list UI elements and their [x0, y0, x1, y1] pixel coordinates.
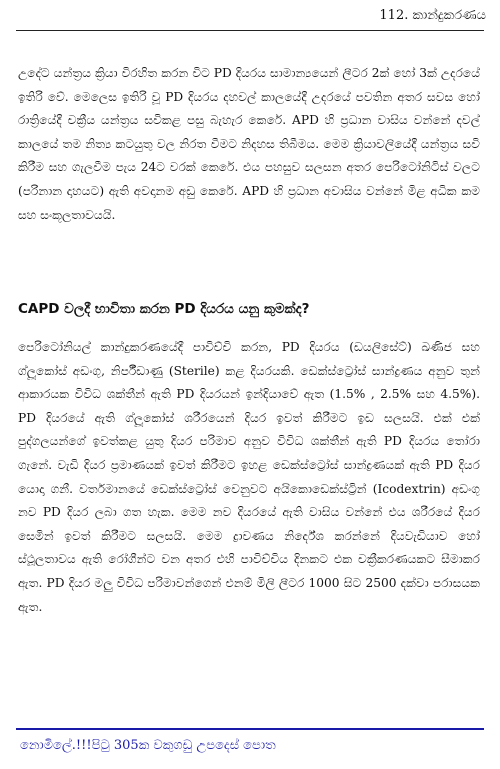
footer-divider [16, 728, 484, 730]
paragraph-apd: උදේට යන්ත්‍රය ක්‍රියා විරහිත කරන විට PD දියරය සාමාන්‍යයෙන් ලීටර 2ක් හෝ 3ක් උදරයේ ඉතිරි වේ. මෙලෙස ඉතිරි වූ PD දියරය දහවල් කාලයේදී උදරයේ පවතින අතර සවස හෝ රාත්‍රියේදී චක්‍රීය යන්ත්‍රය සවිකළ පසු බැහැර කෙරේ. APD හි ප්‍රධාන වාසිය වන්නේ දවල් කාලයේ තම නිත්‍ය කටයුතු වල නිරත වීමට නිදහස තිබීමය. මෙම ක්‍රියාවලියේදී යන්ත්‍රය සවි කිරීම සහ ගැලවීම පැය 24ට වරක් කෙරේ. එය පහසුව සලසන අතර පෙරිටෝනිටිස් වලට (පරිනාන දාහයට) ඇති අවදානම අඩු කෙරේ. APD හි ප්‍රධාන අවාසිය වන්නේ මිළ අධික කම සහ සංකූලතාවයයි. [18, 66, 480, 222]
paragraph-pd-fluid: පෙරිටෝනියල් කාන්දුකරණයේදී පාවිච්චි කරන, PD දියරය (ඩයලිසේට්) ඛණිජ සහ ග්ලූකෝස් අඩංගු, නිර්පීඩාණු (Sterile) කළ දියරයකි. ඩෙක්ස්ට්‍රෝස් සාන්ද්‍රණය අනුව තුන් ආකාරයක විවිධ ශක්තීන් ඇති PD දියරයන් ඉන්දියාවේ ඇත (1.5% , 2.5% සහ 4.5%). PD දියරයේ ඇති ග්ලූකෝස් ශරීරයෙන් දියර ඉවත් කිරීමට ඉඩ සලසයි. එක් එක් පුද්ගලයන්ගේ ඉවත්කළ යුතු දියර පරිමාව අනුව විවිධ ශක්තීන් ඇති PD දියරය තෝරා ගැනේ. වැඩි දියර ප්‍රමාණයක් ඉවත් කිරීමට ඉහළ ඩෙක්ස්ට්‍රෝස් සාන්ද්‍රණයක් ඇති PD දියර යොදා ගනී. වර්තමානයේ ඩෙක්ස්ට්‍රෝස් වෙනුවට අයිකොඩෙක්ස්ට්‍රින් (Icodextrin) අඩංගු නව PD දියර ලබා ගත හැක. මෙම නව දියරයේ ඇති වාසිය වන්නේ එය ශරීරයේ දියර සෙමින් ඉවත් කිරීමට සලසයි. මෙම ද්‍රාවණය නිර්දේශ කරන්නේ දියවැඩියාව හෝ ස්ථූලතාවය ඇති රෝගීන්ට වන අතර එහි පාවිච්චිය දිනකට එක චක්‍රීකරණයකට සීමාකර ඇත. PD දියර මලු විවිධ පරිමාවන්ගෙන් එනම් මිලි ලීටර 1000 සිට 2500 දක්වා පරාසයක ඇත. [18, 340, 480, 614]
page-header-title: 112. කාන්දුකරණය [379, 8, 486, 23]
header-divider [16, 30, 484, 31]
section-heading: CAPD වලදී භාවිතා කරන PD දියරය යනු කුමක්ද? [18, 301, 310, 317]
footer-text: නොමිලේ.!!!පිටු 305ක වකුගඩු උපදෙස් පොත [20, 738, 276, 753]
